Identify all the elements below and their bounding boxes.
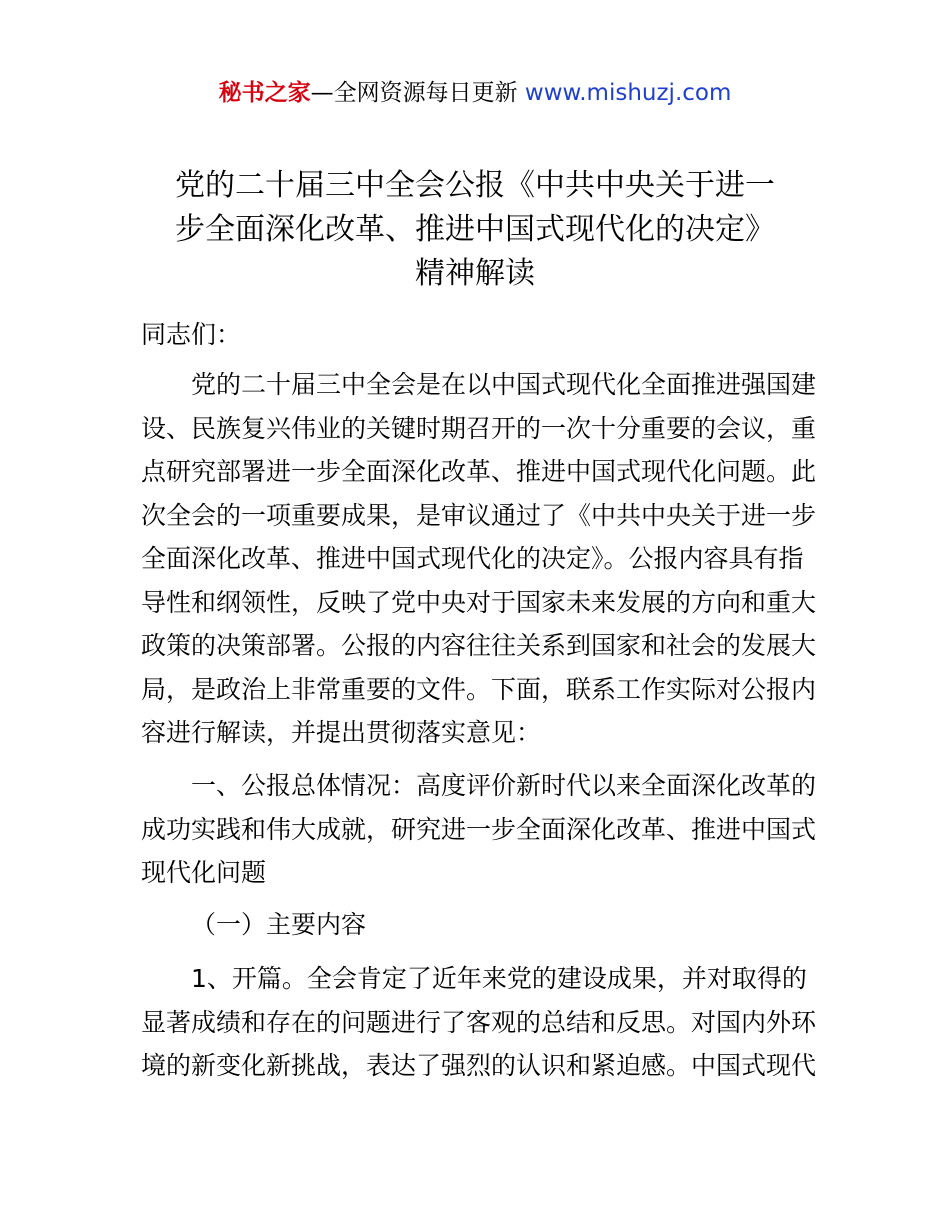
heading-line: 成功实践和伟大成就，研究进一步全面深化改革、推进中国式 [141,814,817,844]
paragraph-line: 导性和纲领性，反映了党中央对于国家未来发展的方向和重大 [141,587,817,617]
subsection-line: （一）主要内容 [191,910,367,939]
section-heading-1 [141,764,817,895]
paragraph-line: 设、民族复兴伟业的关键时期召开的一次十分重要的会议，重 [141,413,817,443]
intro-paragraph [141,363,817,755]
title-line: 步全面深化改革、推进中国式现代化的决定》 [175,212,775,247]
content-paragraph [141,957,817,1088]
greeting: 同志们： [141,320,242,349]
paragraph-line: 点研究部署进一步全面深化改革、推进中国式现代化问题。此 [141,457,817,486]
site-url-link[interactable]: www.mishuzj.com [524,80,732,106]
paragraph-line: 境的新变化新挑战，表达了强烈的认识和紧迫感。中国式现代 [141,1051,817,1080]
paragraph-line: 显著成绩和存在的问题进行了客观的总结和反思。对国内外环 [141,1007,817,1037]
paragraph-line: 1、开篇。全会肯定了近年来党的建设成果，并对取得的 [191,964,807,993]
title-line: 党的二十届三中全会公报《中共中央关于进一 [175,168,775,203]
site-tagline: —全网资源每日更新 [310,80,525,106]
paragraph-line: 局，是政治上非常重要的文件。下面，联系工作实际对公报内 [141,674,817,704]
subsection-heading [141,903,813,947]
paragraph-line: 党的二十届三中全会是在以中国式现代化全面推进强国建 [191,370,817,399]
heading-line: 一、公报总体情况：高度评价新时代以来全面深化改革的 [191,771,817,800]
paragraph-line: 全面深化改革、推进中国式现代化的决定》。公报内容具有指 [141,544,804,573]
site-header [0,76,950,110]
site-brand: 秘书之家 [218,80,311,106]
heading-line: 现代化问题 [141,858,267,887]
paragraph-line: 政策的决策部署。公报的内容往往关系到国家和社会的发展大 [141,631,817,660]
paragraph-line: 次全会的一项重要成果，是审议通过了《中共中央关于进一步 [141,500,817,530]
document-title [120,164,830,296]
title-line: 精神解读 [415,256,535,291]
paragraph-line: 容进行解读，并提出贯彻落实意见： [141,718,542,747]
